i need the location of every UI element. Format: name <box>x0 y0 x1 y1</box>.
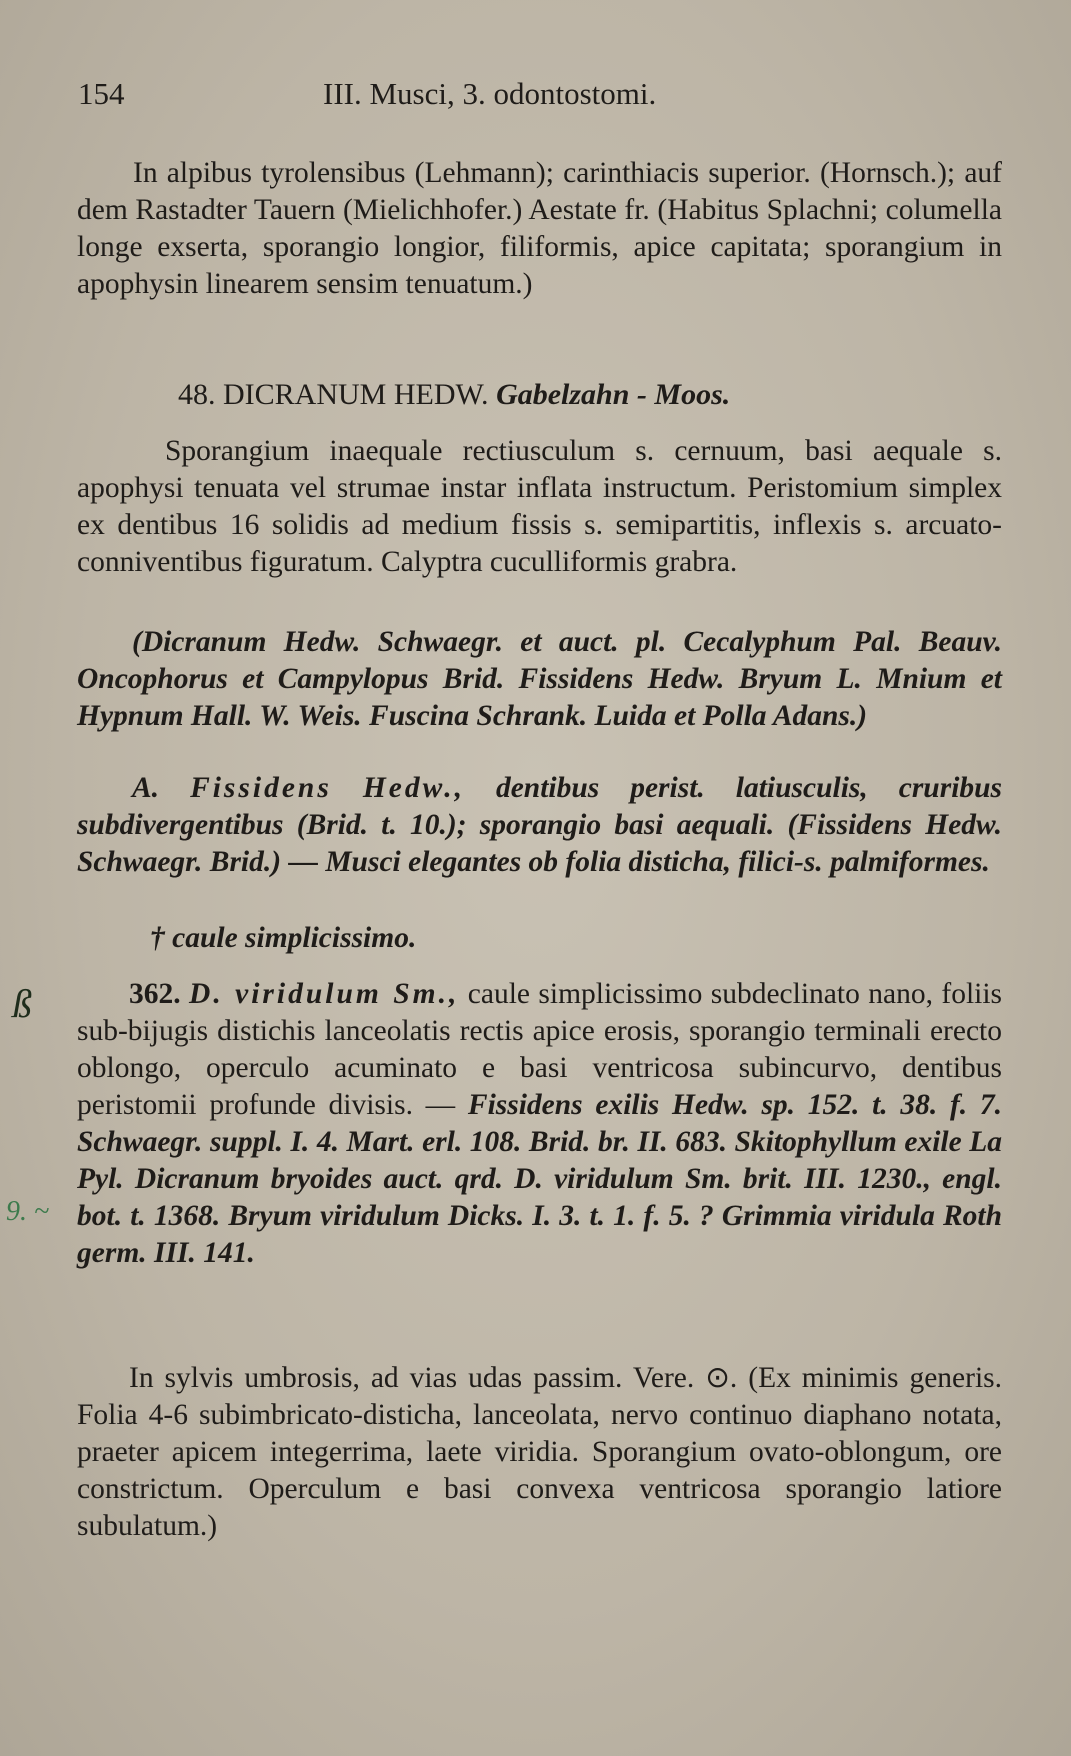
genus-vernacular: Gabelzahn - Moos. <box>496 378 731 411</box>
annual-symbol: ⊙. <box>705 1362 738 1394</box>
genus-heading <box>178 376 978 413</box>
species-habitat <box>77 1360 1002 1545</box>
species-entry <box>77 976 1002 1272</box>
page-number: 154 <box>78 76 125 111</box>
subsection-label: caule simplicissimo. <box>172 922 417 954</box>
subsection-heading <box>150 920 850 957</box>
margin-annotation-1: ß <box>12 981 32 1026</box>
species-name: D. viridulum Sm., <box>189 978 460 1010</box>
habitat-text: In sylvis umbrosis, ad vias udas passim. Vere. <box>129 1362 695 1394</box>
species-diagnosis: caule simplicissimo subdeclinato nano, foliis sub-bijugis distichis lanceolatis rectis apice erosis, sporangio terminali erecto oblongo, operculo acuminato e basi ventricosa subincurvo, dentibus peristomii profunde divisis. — <box>77 978 1003 1121</box>
section-label: A. <box>132 772 160 804</box>
species-number: 362. <box>129 978 181 1010</box>
locality-paragraph: In alpibus tyrolensibus (Lehmann); carinthiacis superior. (Hornsch.); auf dem Rastadter Tauern (Mielichhofer.) Aestate fr. (Habitus Splachni; columella longe exserta, sporangio longior, filiformis, apice capitata; sporangium in apophysin linearem sensim tenuatum.) <box>77 157 1002 300</box>
section-paragraph <box>77 770 1002 881</box>
section-author: Hedw., <box>362 772 465 804</box>
section-description: dentibus perist. latiusculis, cruribus subdivergentibus (Brid. t. 10.); sporangio basi aequali. (Fissidens Hedw. Schwaegr. Brid.) — Musci elegantes ob folia disticha, filici-s. palmiformes. <box>77 772 1003 878</box>
genus-synonyms: (Dicranum Hedw. Schwaegr. et auct. pl. Cecalyphum Pal. Beauv. Oncophorus et Campylopus Brid. Fissidens Hedw. Bryum L. Mnium et Hypnum Hall. W. Weis. Fuscina Schrank. Luida et Polla Adans.) <box>77 626 1002 732</box>
species-synonymy: Fissidens exilis Hedw. sp. 152. t. 38. f. 7. Schwaegr. suppl. I. 4. Mart. erl. 108. Brid. br. II. 683. Skitophyllum exile La Pyl. Dicranum bryoides auct. qrd. D. viridulum Sm. brit. III. 1230., engl. bot. t. 1368. Bryum viridulum Dicks. I. 3. t. 1. f. 5. ? Grimmia viridula Roth germ. III. 141. <box>77 1089 1003 1269</box>
section-name: Fissidens <box>190 772 332 804</box>
genus-name: DICRANUM HEDW. <box>223 378 489 411</box>
genus-number: 48. <box>178 378 216 411</box>
margin-annotation-2: 9. ~ <box>6 1196 50 1227</box>
running-title: III. Musci, 3. odontostomi. <box>323 76 657 111</box>
dagger-mark: † <box>150 922 165 954</box>
page-header <box>78 76 998 116</box>
genus-description: Sporangium inaequale rectiusculum s. cernuum, basi aequale s. apophysi tenuata vel strumae instar inflata instructum. Peristomium simplex ex dentibus 16 solidis ad medium fissis s. semipartitis, inflexis s. arcuato-conniventibus figuratum. Calyptra cuculliformis grabra. <box>77 435 1002 578</box>
habitat-remarks: (Ex minimis generis. Folia 4-6 subimbricato-disticha, lanceolata, nervo continuo diaphano notata, praeter apicem integerrima, laete viridia. Sporangium ovato-oblongum, ore constrictum. Operculum e basi convexa ventricosa sporangio latiore subulatum.) <box>77 1362 1003 1542</box>
